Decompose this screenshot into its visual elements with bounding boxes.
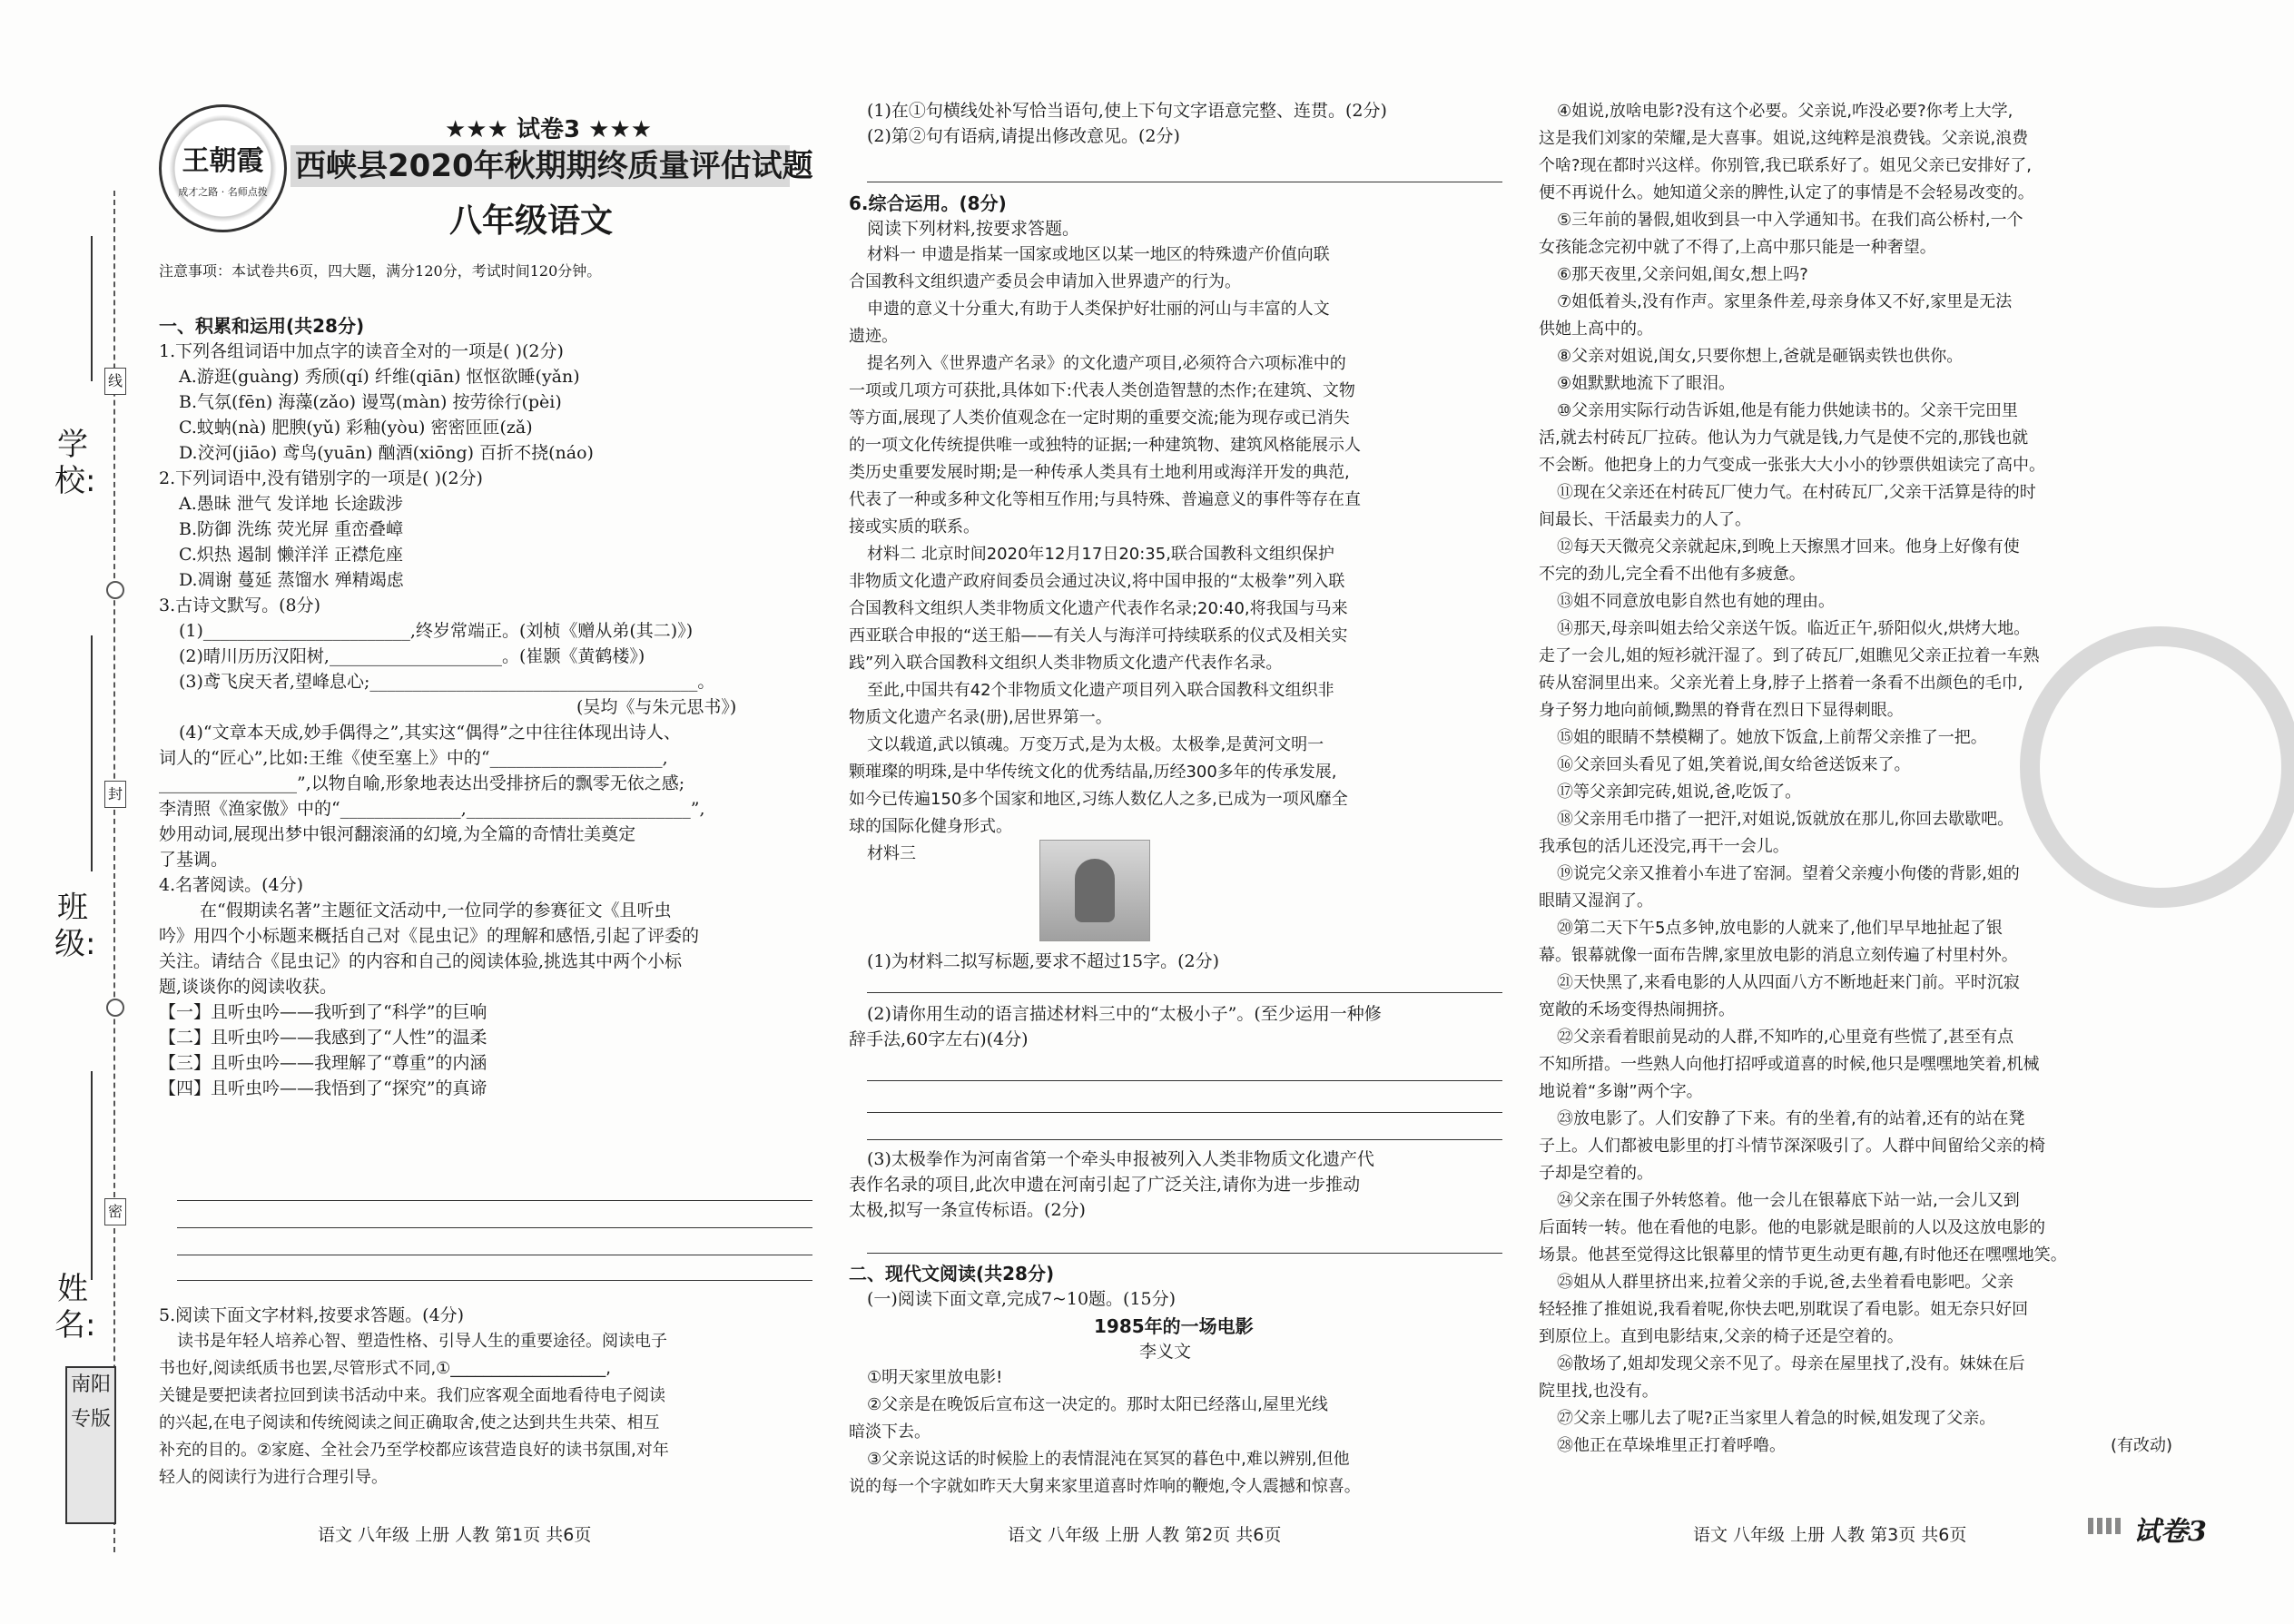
text-line: 【三】且听虫吟——我理解了“尊重”的内涵 (159, 1053, 487, 1073)
text-line: 颗璀璨的明珠,是中华传统文化的优秀结晶,历经300多年的传承发展, (849, 763, 1337, 782)
notice: 注意事项：本试卷共6页，四大题，满分120分，考试时间120分钟。 (159, 262, 602, 280)
section-heading: 二、现代文阅读(共28分) (849, 1263, 1055, 1284)
text-line: 1.下列各组词语中加点字的读音全对的一项是( )(2分) (159, 341, 564, 361)
section-heading: 一、积累和运用(共28分) (159, 315, 365, 337)
text-line: 题,谈谈你的阅读收获。 (159, 977, 338, 997)
text-line: ⑯父亲回头看见了姐,笑着说,闺女给爸送饭来了。 (1557, 755, 1911, 774)
text-line: 遗迹。 (849, 327, 898, 346)
school-label: 学校: (54, 427, 96, 499)
text-line: 间最长、干活最卖力的人了。 (1539, 510, 1751, 529)
text-line: 如今已传遍150多个国家和地区,习练人数亿人之多,已成为一项风靡全 (849, 790, 1348, 809)
text-line: 材料二 北京时间2020年12月17日20:35,联合国教科文组织保护 (867, 545, 1334, 564)
text-line: ④姐说,放啥电影?没有这个必要。父亲说,咋没必要?你考上大学, (1557, 102, 2013, 121)
text-line: ⑧父亲对姐说,闺女,只要你想上,爸就是砸锅卖铁也供你。 (1557, 347, 1964, 366)
page-2-footer: 语文 八年级 上册 人教 第2页 共6页 (1008, 1525, 1282, 1545)
text-line: (3)太极拳作为河南省第一个牵头申报被列入人类非物质文化遗产代 (867, 1149, 1374, 1169)
text-line: 李义文 (1139, 1342, 1192, 1362)
text-line: ㉓放电影了。人们安静了下来。有的坐着,有的站着,还有的站在凳 (1557, 1109, 2025, 1128)
text-line: 阅读下列材料,按要求答题。 (867, 219, 1080, 239)
series-label: ★★★ 试卷3 ★★★ (445, 116, 653, 143)
text-line: 的一项文化传统提供唯一或独特的证据;一种建筑物、建筑风格能展示人 (849, 436, 1362, 455)
name-label: 姓名: (54, 1271, 96, 1343)
text-line: 合国教科文组织人类非物质文化遗产代表作名录;20:40,将我国与马来 (849, 599, 1348, 618)
text-line: A.愚昧 泄气 发详地 长途跋涉 (179, 494, 403, 514)
subject-title: 八年级语文 (449, 202, 614, 240)
text-line: ⑳第二天下午5点多钟,放电影的人就来了,他们早早地扯起了银 (1557, 919, 2003, 938)
text-line: 身子努力地向前倾,黝黑的脊背在烈日下显得刺眼。 (1539, 701, 1904, 720)
text-line: 辞手法,60字左右)(4分) (849, 1029, 1029, 1049)
text-line: ㉖散场了,姐却发现父亲不见了。母亲在屋里找了,没有。妹妹在后 (1557, 1354, 2025, 1373)
text-line: 类历史重要发展时期;是一种传承人类具有土地利用或海洋开发的典范, (849, 463, 1350, 482)
text-line: 物质文化遗产名录(册),居世界第一。 (849, 708, 1112, 727)
text-line: 便不再说什么。她知道父亲的脾性,认定了的事情是不会轻易改变的。 (1539, 183, 2034, 202)
answer-line[interactable] (867, 1112, 1502, 1113)
badge-decoration (2088, 1518, 2124, 1534)
text-line: 眼睛又湿润了。 (1539, 891, 1653, 910)
class-label: 班级: (54, 890, 96, 962)
text-line: ⑨姐默默地流下了眼泪。 (1557, 374, 1736, 393)
text-line: (有改动) (2111, 1436, 2173, 1455)
text-line: 材料一 申遗是指某一国家或地区以某一地区的特殊遗产价值向联 (867, 245, 1330, 264)
seal-dense-char: 密 (104, 1198, 126, 1225)
text-line: ㉒父亲看着眼前晃动的人群,不知咋的,心里竟有些慌了,甚至有点 (1557, 1028, 2014, 1047)
taiji-child-photo (1039, 840, 1150, 941)
text-line: 在“假期读名著”主题征文活动中,一位同学的参赛征文《且听虫 (200, 901, 672, 920)
text-line: 材料三 (867, 844, 916, 863)
text-line: 了基调。 (159, 850, 229, 870)
text-line: 子上。人们都被电影里的打斗情节深深吸引了。人群中间留给父亲的椅 (1539, 1137, 2045, 1156)
text-line: 这是我们刘家的荣耀,是大喜事。姐说,这纯粹是浪费钱。父亲说,浪费 (1539, 129, 2029, 148)
text-line: 轻人的阅读行为进行合理引导。 (159, 1468, 388, 1487)
text-line: 到原位上。直到电影结束,父亲的椅子还是空着的。 (1539, 1327, 1904, 1346)
text-line: 走了一会儿,姐的短衫就汗湿了。到了砖瓦厂,姐瞧见父亲正拉着一车熟 (1539, 646, 2040, 665)
text-line: ②父亲是在晚饭后宣布这一决定的。那时太阳已经落山,屋里光线 (867, 1395, 1328, 1414)
text-line: 子却是空着的。 (1539, 1164, 1653, 1183)
text-line: ⑰等父亲卸完砖,姐说,爸,吃饭了。 (1557, 782, 1802, 802)
answer-line[interactable] (177, 1200, 812, 1201)
binding-margin (0, 0, 168, 1624)
text-line: A.游逛(guàng) 秀颀(qí) 纤维(qiān) 怄怄欲睡(yǎn) (179, 367, 580, 387)
watermark-seal (2020, 626, 2294, 908)
text-line: ⑱父亲用毛巾揩了一把汗,对姐说,饭就放在那儿,你回去歇歇吧。 (1557, 810, 2014, 829)
answer-line[interactable] (867, 1080, 1502, 1081)
text-line: 活,就去村砖瓦厂拉砖。他认为力气就是钱,力气是使不完的,那钱也就 (1539, 428, 2029, 448)
text-line: C.炽热 遏制 懒洋洋 正襟危座 (179, 545, 404, 565)
exam-badge: 试卷3 (2133, 1516, 2207, 1548)
text-line: C.蚊蚋(nà) 肥腴(yǔ) 彩釉(yòu) 密密匝匝(zǎ) (179, 418, 533, 438)
text-line: ③父亲说这话的时候脸上的表情混沌在冥冥的暮色中,难以辨别,但他 (867, 1450, 1350, 1469)
text-line: ⑫每天天微亮父亲就起床,到晚上天擦黑才回来。他身上好像有使 (1557, 537, 2020, 556)
text-line: 至此,中国共有42个非物质文化遗产项目列入联合国教科文组织非 (867, 681, 1334, 700)
text-line: ㉑天快黑了,来看电影的人从四面八方不断地赶来门前。平时沉寂 (1557, 973, 2020, 992)
name-fill-line (91, 1071, 93, 1280)
text-line: 申遗的意义十分重大,有助于人类保护好壮丽的河山与丰富的人文 (867, 300, 1330, 319)
text-line: (4)“文章本天成,妙手偶得之”,其实这“偶得”之中往往体现出诗人、 (179, 723, 681, 743)
text-line: (1)________________________,终岁常端正。(刘桢《赠从弟(其二)》) (179, 621, 694, 641)
text-line: 补充的目的。②家庭、全社会乃至学校都应该营造良好的读书氛围,对年 (159, 1441, 669, 1460)
answer-line[interactable] (867, 1253, 1502, 1254)
text-line: 球的国际化健身形式。 (849, 817, 1012, 836)
text-line: 3.古诗文默写。(8分) (159, 595, 321, 615)
text-line: 4.名著阅读。(4分) (159, 875, 304, 895)
text-line: 【二】且听虫吟——我感到了“人性”的温柔 (159, 1028, 487, 1048)
text-line: (3)鸢飞戾天者,望峰息心;______________________________________。 (179, 672, 715, 692)
text-line: ________________”,以物自喻,形象地表达出受排挤后的飘零无依之感; (159, 773, 685, 793)
text-line: (一)阅读下面文章,完成7~10题。(15分) (867, 1289, 1177, 1309)
text-line: ㉘他正在草垛堆里正打着呼噜。 (1557, 1436, 1786, 1455)
text-line: 文以载道,武以镇魂。万变万式,是为太极。太极拳,是黄河文明一 (867, 735, 1324, 754)
text-line: ⑦姐低着头,没有作声。家里条件差,母亲身体又不好,家里是无法 (1557, 292, 2013, 311)
text-line: 提名列入《世界遗产名录》的文化遗产项目,必须符合六项标准中的 (867, 354, 1346, 373)
text-line: 说的每一个字就如昨天大舅来家里道喜时炸响的鞭炮,令人震撼和惊喜。 (849, 1477, 1361, 1496)
text-line: (2)请你用生动的语言描述材料三中的“太极小子”。(至少运用一种修 (867, 1004, 1382, 1024)
text-line: 不知所措。一些熟人向他打招呼或道喜的时候,他只是嘿嘿地笑着,机械 (1539, 1055, 2040, 1074)
text-line: ⑭那天,母亲叫姐去给父亲送午饭。临近正午,骄阳似火,烘烤大地。 (1557, 619, 2031, 638)
text-line: 个啥?现在都时兴这样。你别管,我已联系好了。姐见父亲已安排好了, (1539, 156, 2032, 175)
logo-subtext: 成才之路 · 名师点拨 (178, 186, 268, 198)
text-line: (1)为材料二拟写标题,要求不超过15字。(2分) (867, 951, 1220, 971)
exam-title: 西峡县2020年秋期期终质量评估试题 (295, 148, 813, 184)
child-figure (1075, 859, 1115, 922)
text-line: 妙用动词,展现出梦中银河翻滚涌的幻境,为全篇的奇情壮美奠定 (159, 824, 636, 844)
seal-line-char: 线 (104, 368, 126, 395)
text-line: 地说着“多谢”两个字。 (1539, 1082, 1703, 1101)
text-line: 一项或几项方可获批,具体如下:代表人类创造智慧的杰作;在建筑、文物 (849, 381, 1355, 400)
text-line: 后面转一转。他在看他的电影。他的电影就是眼前的人以及这放电影的 (1539, 1218, 2045, 1237)
answer-line[interactable] (177, 1280, 812, 1281)
answer-line[interactable] (867, 1139, 1502, 1140)
text-line: 代表了一种或多种文化等相互作用;与具特殊、普遍意义的事件等存在直 (849, 490, 1362, 509)
text-line: ㉗父亲上哪儿去了呢?正当家里人着急的时候,姐发现了父亲。 (1557, 1409, 1996, 1428)
text-line: 不会断。他把身上的力气变成一张张大大小小的钞票供姐读完了高中。 (1539, 456, 2045, 475)
text-line: 等方面,展现了人类价值观念在一定时期的重要交流;能为现存或已消失 (849, 408, 1350, 428)
text-line: 砖从窑洞里出来。父亲光着上身,脖子上搭着一条看不出颜色的毛巾, (1539, 674, 2023, 693)
text-line: ㉔父亲在围子外转悠着。他一会儿在银幕底下站一站,一会儿又到 (1557, 1191, 2020, 1210)
section-heading: 1985年的一场电影 (1094, 1315, 1254, 1337)
text-line: 践”列入联合国教科文组织人类非物质文化遗产代表作名录。 (849, 654, 1283, 673)
text-line: ⑤三年前的暑假,姐收到县一中入学通知书。在我们高公桥村,一个 (1557, 211, 2023, 230)
text-line: 我承包的活儿还没完,再干一会儿。 (1539, 837, 1789, 856)
text-line: 合国教科文组织遗产委员会申请加入世界遗产的行为。 (849, 272, 1241, 291)
text-line: 的兴起,在电子阅读和传统阅读之间正确取舍,使之达到共生共荣、相互 (159, 1413, 660, 1432)
text-line: ⑮姐的眼睛不禁模糊了。她放下饭盒,上前帮父亲推了一把。 (1557, 728, 1987, 747)
text-line: 吟》用四个小标题来概括自己对《昆虫记》的理解和感悟,引起了评委的 (159, 926, 700, 946)
text-line: 读书是年轻人培养心智、塑造性格、引导人生的重要途径。阅读电子 (177, 1332, 667, 1351)
text-line: ①明天家里放电影! (867, 1368, 1003, 1387)
text-line: 词人的“匠心”,比如:王维《使至塞上》中的“____________________, (159, 748, 668, 768)
text-line: 2.下列词语中,没有错别字的一项是( )(2分) (159, 468, 483, 488)
class-fill-line (91, 635, 93, 871)
text-line: (2)晴川历历汉阳树,____________________。(崔颢《黄鹤楼》) (179, 646, 645, 666)
text-line: D.凋谢 蔓延 蒸馏水 殚精竭虑 (179, 570, 404, 590)
text-line: 5.阅读下面文字材料,按要求答题。(4分) (159, 1305, 465, 1325)
text-line: 供她上高中的。 (1539, 320, 1653, 339)
text-line: 院里找,也没有。 (1539, 1382, 1659, 1401)
binding-hole (106, 581, 124, 599)
text-line: 太极,拟写一条宣传标语。(2分) (849, 1200, 1086, 1220)
page-3-footer: 语文 八年级 上册 人教 第3页 共6页 (1693, 1525, 1967, 1545)
text-line: (吴均《与朱元思书》) (576, 697, 737, 717)
text-line: 暗淡下去。 (849, 1422, 930, 1442)
text-line: 【一】且听虫吟——我听到了“科学”的巨响 (159, 1002, 487, 1022)
text-line: 表作名录的项目,此次申遗在河南引起了广泛关注,请你为进一步推动 (849, 1175, 1361, 1195)
text-line: 接或实质的联系。 (849, 517, 980, 536)
publisher-logo (159, 104, 287, 232)
text-line: B.气氛(fēn) 海藻(zǎo) 谩骂(màn) 按劳徐行(pèi) (179, 392, 562, 412)
section-heading: 6.综合运用。(8分) (849, 192, 1007, 214)
text-line: ⑥那天夜里,父亲问姐,闺女,想上吗? (1557, 265, 1808, 284)
text-line: ⑲说完父亲又推着小车进了窑洞。望着父亲瘦小佝偻的背影,姐的 (1557, 864, 2020, 883)
text-line: 西亚联合申报的“送王船——有关人与海洋可持续联系的仪式及相关实 (849, 626, 1348, 645)
text-line: (2)第②句有语病,请提出修改意见。(2分) (867, 126, 1180, 146)
text-line: 女孩能念完初中就了不得了,上高中那只能是一种奢望。 (1539, 238, 1936, 257)
text-line: 关注。请结合《昆虫记》的内容和自己的阅读体验,挑选其中两个小标 (159, 951, 683, 971)
text-line: D.洨河(jiāo) 鸢鸟(yuān) 酗酒(xiōng) 百折不挠(náo) (179, 443, 594, 463)
text-line: 【四】且听虫吟——我悟到了“探究”的真谛 (159, 1078, 487, 1098)
edition-label: 南阳专版 (65, 1366, 116, 1524)
answer-line[interactable] (177, 1227, 812, 1228)
text-line: 书也好,阅读纸质书也罢,尽管形式不同,①___________________, (159, 1359, 612, 1378)
school-fill-line (91, 236, 93, 381)
page-1-footer: 语文 八年级 上册 人教 第1页 共6页 (318, 1525, 592, 1545)
text-line: 李清照《渔家傲》中的“______________,__________________________”, (159, 799, 705, 819)
text-line: 幕。银幕就像一面布告牌,家里放电影的消息立刻传遍了村里村外。 (1539, 946, 2018, 965)
text-line: ⑩父亲用实际行动告诉姐,他是有能力供她读书的。父亲干完田里 (1557, 401, 2018, 420)
text-line: 非物质文化遗产政府间委员会通过决议,将中国申报的“太极拳”列入联 (849, 572, 1345, 591)
text-line: 不完的劲儿,完全看不出他有多疲惫。 (1539, 565, 1806, 584)
text-line: ⑪现在父亲还在村砖瓦厂使力气。在村砖瓦厂,父亲干活算是待的时 (1557, 483, 2036, 502)
text-line: B.防御 洗练 荧光屏 重峦叠嶂 (179, 519, 404, 539)
text-line: 场景。他甚至觉得这比银幕里的情节更生动更有趣,有时他还在嘿嘿地笑。 (1539, 1245, 2067, 1265)
text-line: 关键是要把读者拉回到读书活动中来。我们应客观全面地看待电子阅读 (159, 1386, 665, 1405)
text-line: ⑬姐不同意放电影自然也有她的理由。 (1557, 592, 1835, 611)
seal-seal-char: 封 (104, 781, 126, 808)
text-line: 宽敞的禾场变得热闹拥挤。 (1539, 1000, 1735, 1019)
answer-line[interactable] (867, 992, 1502, 993)
text-line: ㉕姐从人群里挤出来,拉着父亲的手说,爸,去坐着看电影吧。父亲 (1557, 1273, 2014, 1292)
text-line: 轻轻推了推姐说,我看着呢,你快去吧,别耽误了看电影。姐无奈只好回 (1539, 1300, 2029, 1319)
binding-dashed-line (113, 191, 115, 1552)
text-line: (1)在①句横线处补写恰当语句,使上下句文字语意完整、连贯。(2分) (867, 101, 1387, 121)
binding-hole (106, 999, 124, 1017)
logo-text: 王朝霞 (182, 145, 264, 177)
